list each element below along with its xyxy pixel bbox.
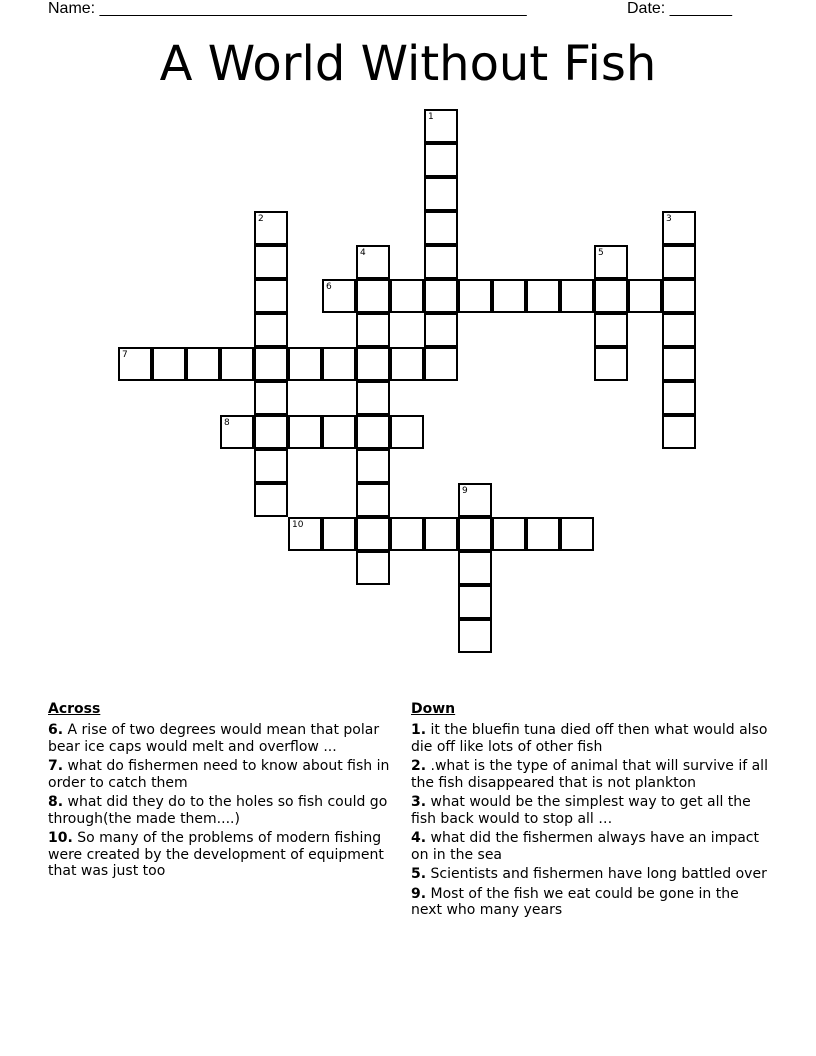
grid-cell[interactable] xyxy=(356,313,390,347)
clue-text: what did they do to the holes so fish could go through(the made them....) xyxy=(48,794,388,827)
grid-cell[interactable] xyxy=(560,279,594,313)
clue-number-label: 3 xyxy=(666,214,672,224)
grid-cell[interactable] xyxy=(356,415,390,449)
grid-cell[interactable] xyxy=(254,483,288,517)
grid-cell[interactable] xyxy=(288,347,322,381)
clue-text: what do fishermen need to know about fish in order to catch them xyxy=(48,758,390,791)
grid-cell[interactable] xyxy=(424,143,458,177)
clue-number-label: 6 xyxy=(326,282,332,292)
grid-cell[interactable] xyxy=(254,415,288,449)
grid-cell[interactable] xyxy=(322,279,356,313)
clue-number: 5. xyxy=(411,866,427,882)
grid-cell[interactable] xyxy=(254,211,288,245)
down-heading: Down xyxy=(411,701,456,717)
across-heading: Across xyxy=(48,701,101,717)
clue-number: 8. xyxy=(48,794,64,810)
grid-cell[interactable] xyxy=(254,347,288,381)
grid-cell[interactable] xyxy=(458,483,492,517)
clue-number: 6. xyxy=(48,722,64,738)
grid-cell[interactable] xyxy=(322,517,356,551)
grid-cell[interactable] xyxy=(424,279,458,313)
clue-number-label: 1 xyxy=(428,112,434,122)
grid-cell[interactable] xyxy=(458,551,492,585)
name-field-label: Name: ________________________________________________ xyxy=(48,0,527,17)
grid-cell[interactable] xyxy=(458,279,492,313)
clue-across-6 xyxy=(48,722,408,755)
clue-down-9 xyxy=(411,886,771,919)
grid-cell[interactable] xyxy=(220,347,254,381)
clue-number: 3. xyxy=(411,794,427,810)
grid-cell[interactable] xyxy=(424,177,458,211)
puzzle-title: A World Without Fish xyxy=(159,36,657,92)
grid-cell[interactable] xyxy=(662,347,696,381)
grid-cell[interactable] xyxy=(356,449,390,483)
grid-cell[interactable] xyxy=(594,313,628,347)
grid-cell[interactable] xyxy=(322,415,356,449)
clue-across-8 xyxy=(48,794,408,827)
clue-number-label: 9 xyxy=(462,486,468,496)
grid-cell[interactable] xyxy=(390,279,424,313)
clue-text: A rise of two degrees would mean that polar bear ice caps would melt and overflow ... xyxy=(48,722,380,755)
clue-down-1 xyxy=(411,722,771,755)
grid-cell[interactable] xyxy=(186,347,220,381)
grid-cell[interactable] xyxy=(662,211,696,245)
clue-text: what would be the simplest way to get all the fish back would to stop all … xyxy=(411,794,751,827)
clue-number-label: 5 xyxy=(598,248,604,258)
clue-text: .what is the type of animal that will survive if all the fish disappeared that is not plankton xyxy=(411,758,768,791)
grid-cell[interactable] xyxy=(560,517,594,551)
grid-cell[interactable] xyxy=(662,381,696,415)
grid-cell[interactable] xyxy=(356,381,390,415)
clue-number: 9. xyxy=(411,885,427,902)
grid-cell[interactable] xyxy=(288,517,322,551)
grid-cell[interactable] xyxy=(356,551,390,585)
across-clues xyxy=(48,700,408,883)
clue-number-label: 10 xyxy=(292,520,304,530)
clue-number-label: 7 xyxy=(122,350,128,360)
clue-number: 2. xyxy=(411,758,427,774)
grid-cell[interactable] xyxy=(458,517,492,551)
clue-number-label: 8 xyxy=(224,418,230,428)
clue-text: it the bluefin tuna died off then what would also die off like lots of other fish xyxy=(411,722,768,755)
clue-text: So many of the problems of modern fishing were created by the development of equipment that was just too xyxy=(48,830,384,879)
grid-cell[interactable] xyxy=(594,245,628,279)
grid-cell[interactable] xyxy=(594,279,628,313)
grid-cell[interactable] xyxy=(254,313,288,347)
clue-text: Scientists and fishermen have long battled over xyxy=(430,866,767,882)
clue-number: 10. xyxy=(48,830,73,846)
clue-number: 1. xyxy=(411,722,427,738)
clue-down-5 xyxy=(411,866,771,883)
grid-cell[interactable] xyxy=(424,347,458,381)
grid-cell[interactable] xyxy=(254,245,288,279)
grid-cell[interactable] xyxy=(288,415,322,449)
grid-cell[interactable] xyxy=(356,279,390,313)
grid-cell[interactable] xyxy=(526,279,560,313)
clue-across-10 xyxy=(48,830,408,880)
clue-number-label: 2 xyxy=(258,214,264,224)
grid-cell[interactable] xyxy=(254,279,288,313)
grid-cell[interactable] xyxy=(424,245,458,279)
grid-cell[interactable] xyxy=(594,347,628,381)
grid-cell[interactable] xyxy=(356,517,390,551)
grid-cell[interactable] xyxy=(662,313,696,347)
grid-cell[interactable] xyxy=(424,517,458,551)
grid-cell[interactable] xyxy=(424,211,458,245)
date-field-label: Date: _______ xyxy=(627,0,732,17)
grid-cell[interactable] xyxy=(220,415,254,449)
grid-cell[interactable] xyxy=(458,585,492,619)
grid-cell[interactable] xyxy=(152,347,186,381)
clue-number: 7. xyxy=(48,758,64,774)
grid-cell[interactable] xyxy=(424,313,458,347)
grid-cell[interactable] xyxy=(526,517,560,551)
clue-text: what did the fishermen always have an impact on in the sea xyxy=(411,830,759,863)
grid-cell[interactable] xyxy=(356,245,390,279)
grid-cell[interactable] xyxy=(254,449,288,483)
clue-text: Most of the fish we eat could be gone in the next who many years xyxy=(411,885,739,918)
clue-down-3 xyxy=(411,794,771,827)
grid-cell[interactable] xyxy=(254,381,288,415)
grid-cell[interactable] xyxy=(322,347,356,381)
grid-cell[interactable] xyxy=(628,279,662,313)
clue-down-4 xyxy=(411,830,771,863)
grid-cell[interactable] xyxy=(662,415,696,449)
clue-number-label: 4 xyxy=(360,248,366,258)
grid-cell[interactable] xyxy=(662,279,696,313)
grid-cell[interactable] xyxy=(390,347,424,381)
grid-cell[interactable] xyxy=(390,517,424,551)
grid-cell[interactable] xyxy=(390,415,424,449)
grid-cell[interactable] xyxy=(424,109,458,143)
down-clues xyxy=(411,700,771,922)
clue-number: 4. xyxy=(411,830,427,846)
grid-cell[interactable] xyxy=(356,347,390,381)
grid-cell[interactable] xyxy=(356,483,390,517)
clue-down-2 xyxy=(411,758,771,791)
grid-cell[interactable] xyxy=(492,517,526,551)
grid-cell[interactable] xyxy=(458,619,492,653)
grid-cell[interactable] xyxy=(492,279,526,313)
clue-across-7 xyxy=(48,758,408,791)
grid-cell[interactable] xyxy=(662,245,696,279)
grid-cell[interactable] xyxy=(118,347,152,381)
